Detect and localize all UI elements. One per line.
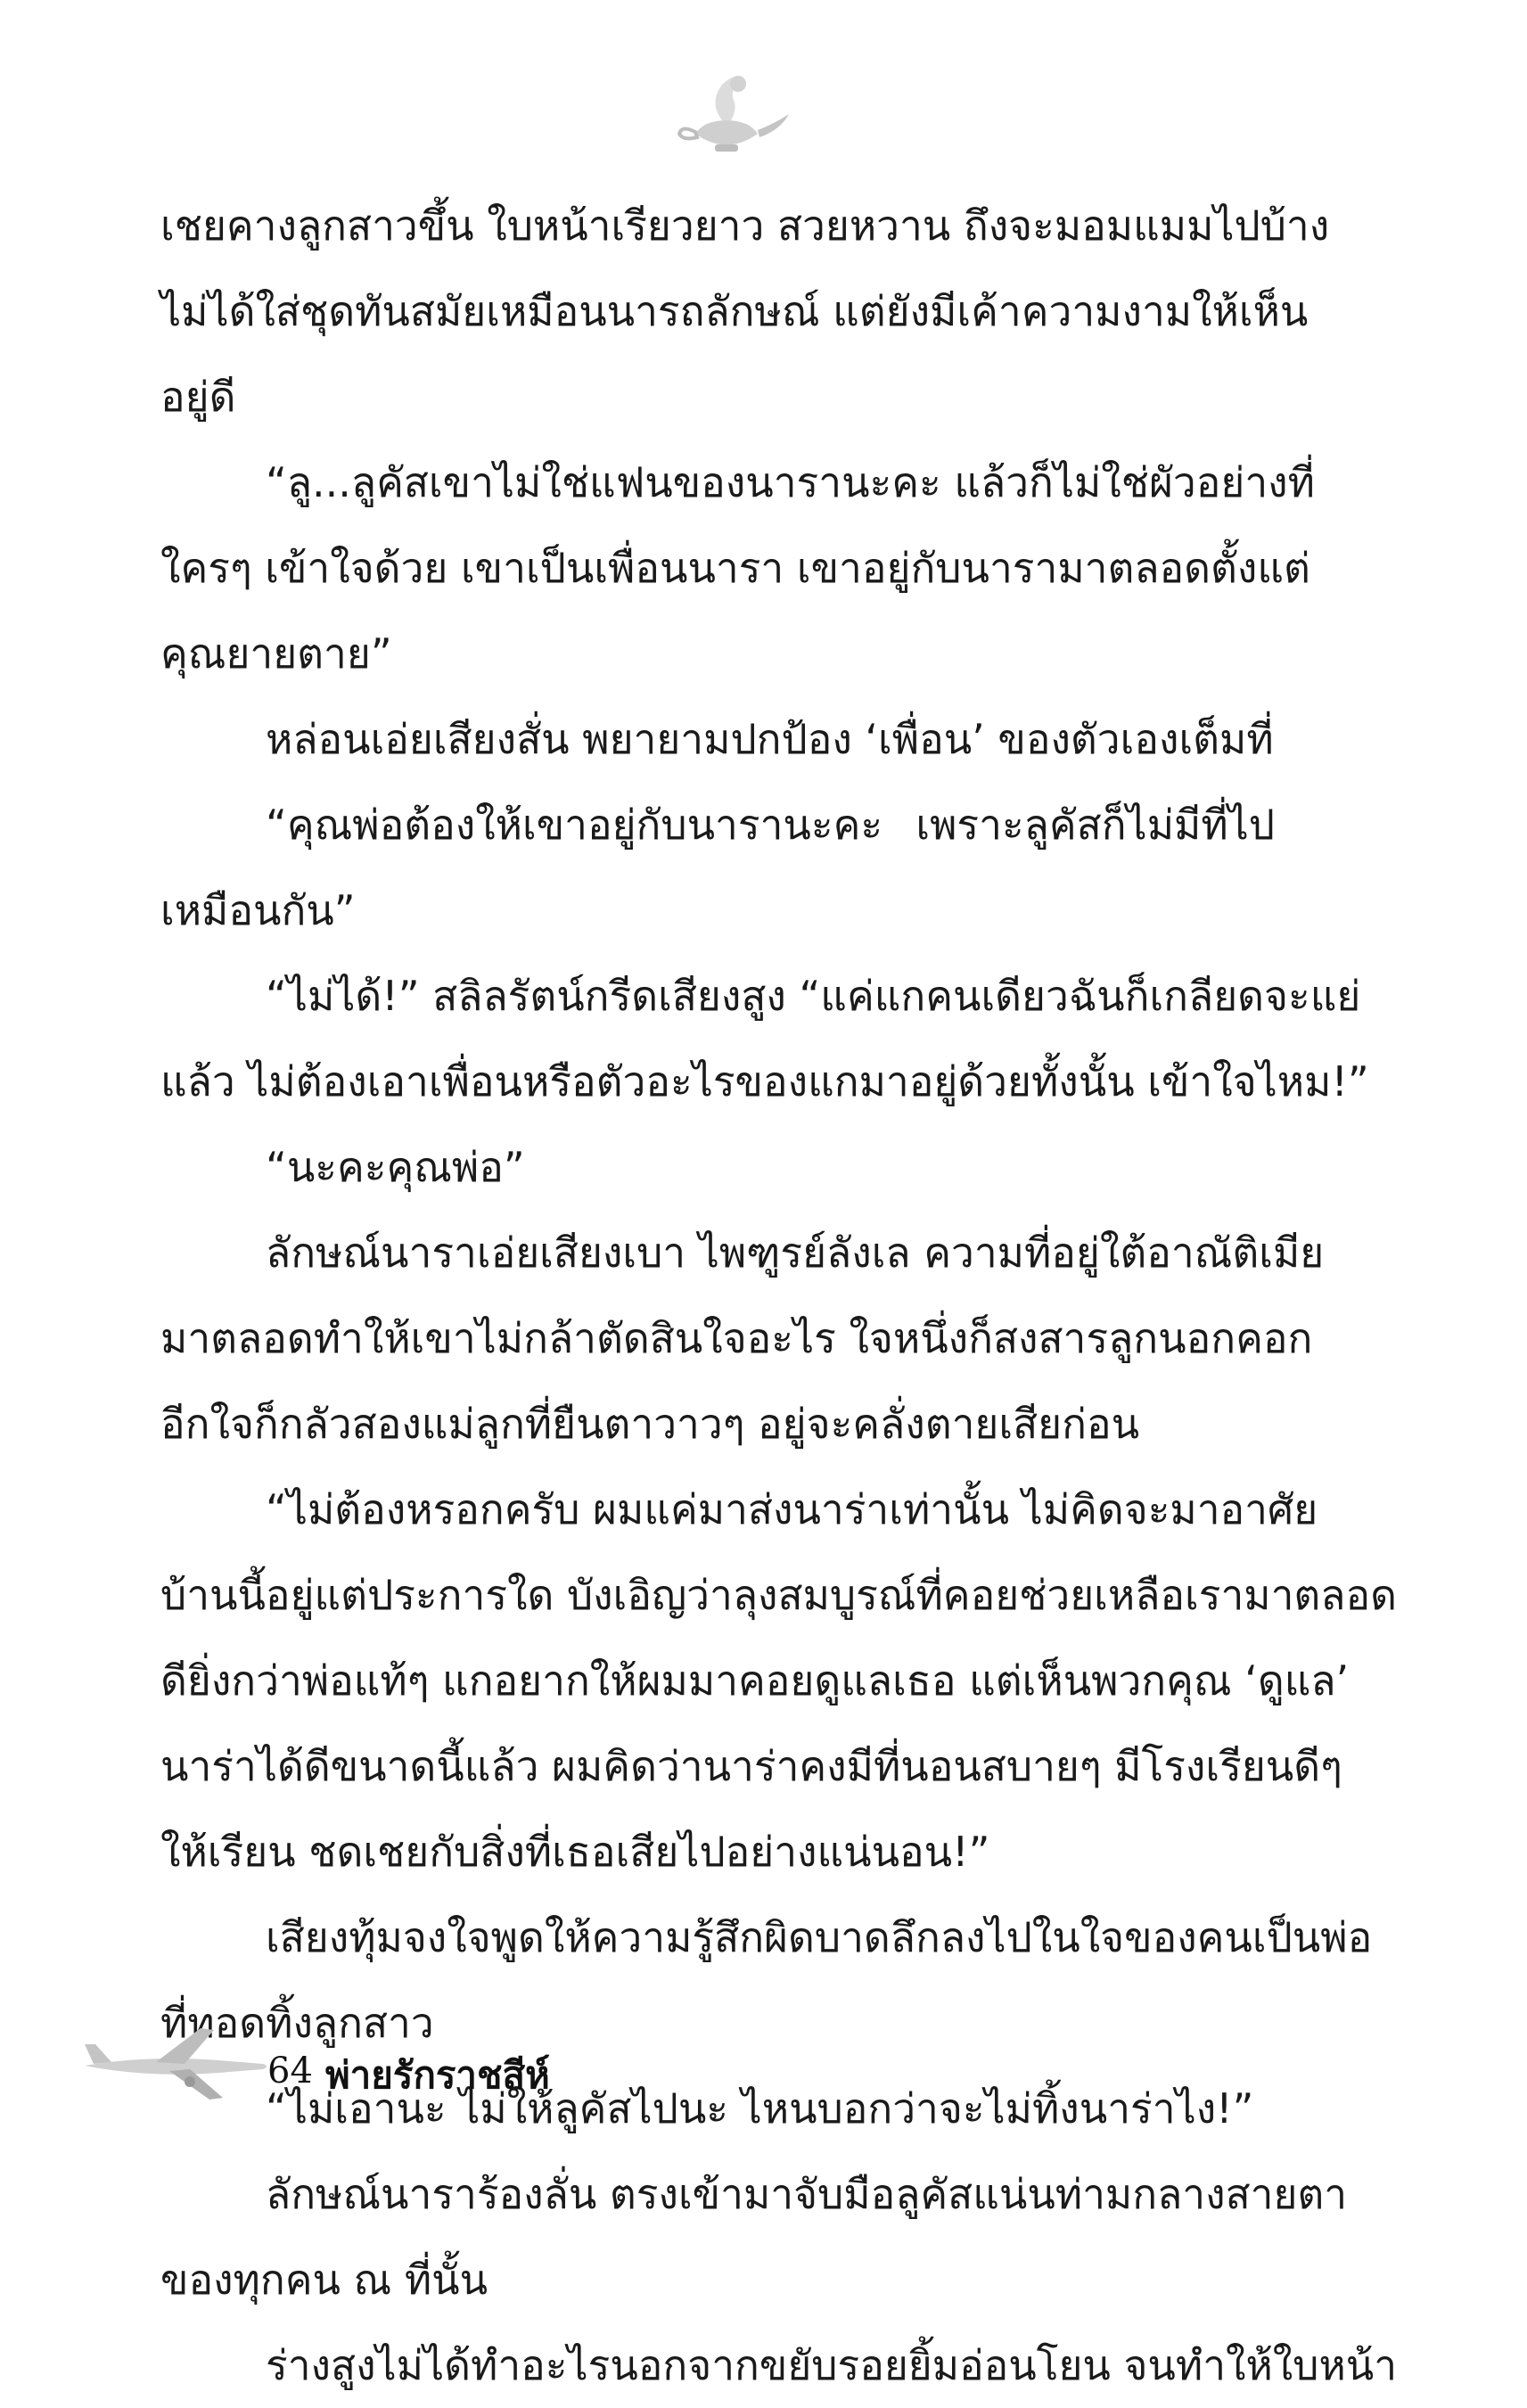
text-line: “นะคะคุณพ่อ” xyxy=(266,1143,525,1191)
text-line: อยู่ดี xyxy=(160,373,236,421)
text-line: ไม่ได้ใส่ชุดทันสมัยเหมือนนารถลักษณ์ แต่ยังมีเค้าความงามให้เห็น xyxy=(160,287,1309,335)
text-line: เชยคางลูกสาวขึ้น ใบหน้าเรียวยาว สวยหวาน ถึงจะมอมแมมไปบ้าง xyxy=(160,201,1330,250)
text-line: ใครๆ เข้าใจด้วย เขาเป็นเพื่อนนารา เขาอยู่กับนารามาตลอดตั้งแต่ xyxy=(160,544,1310,592)
lamp-genie-icon xyxy=(660,71,793,160)
book-title: พ่ายรักราชสีห์ xyxy=(325,2053,550,2097)
text-line: ลักษณ์นาราร้องลั่น ตรงเข้ามาจับมือลูคัสแน่นท่ามกลางสายตา xyxy=(266,2170,1348,2218)
text-line: อีกใจก็กลัวสองแม่ลูกที่ยืนตาวาวๆ อยู่จะคลั่งตายเสียก่อน xyxy=(160,1400,1140,1448)
text-line: หล่อนเอ่ยเสียงสั่น พยายามปกป้อง ‘เพื่อน’ ของตัวเองเต็มที่ xyxy=(266,715,1274,763)
text-line: มาตลอดทำให้เขาไม่กล้าตัดสินใจอะไร ใจหนึ่งก็สงสารลูกนอกคอก xyxy=(160,1314,1313,1362)
text-line: นาร่าได้ดีขนาดนี้แล้ว ผมคิดว่านาร่าคงมีที่นอนสบายๆ มีโรงเรียนดีๆ xyxy=(160,1742,1342,1790)
page-number: 64 xyxy=(267,2050,313,2092)
text-line: แล้ว ไม่ต้องเอาเพื่อนหรือตัวอะไรของแกมาอยู่ด้วยทั้งนั้น เข้าใจไหม!” xyxy=(160,1057,1369,1105)
text-line: ที่ทอดทิ้งลูกสาว xyxy=(160,1999,434,2047)
text-line: ดียิ่งกว่าพ่อแท้ๆ แกอยากให้ผมมาคอยดูแลเธอ แต่เห็นพวกคุณ ‘ดูแล’ xyxy=(160,1656,1350,1705)
text-line: “ไม่ได้!” สลิลรัตน์กรีดเสียงสูง “แค่แกคนเดียวฉันก็เกลียดจะแย่ xyxy=(266,972,1361,1020)
page-footer xyxy=(85,2010,709,2108)
text-line: ลักษณ์นาราเอ่ยเสียงเบา ไพฑูรย์ลังเล ความที่อยู่ใต้อาณัติเมีย xyxy=(266,1229,1325,1277)
text-line: “ไม่เอานะ ไม่ให้ลูคัสไปนะ ไหนบอกว่าจะไม่ทิ้งนาร่าไง!” xyxy=(266,2084,1254,2133)
text-line: บ้านนี้อยู่แต่ประการใด บังเอิญว่าลุงสมบูรณ์ที่คอยช่วยเหลือเรามาตลอด xyxy=(160,1571,1397,1619)
text-line: “คุณพ่อต้องให้เขาอยู่กับนารานะคะ เพราะลูคัสก็ไม่มีที่ไป xyxy=(266,801,1275,849)
text-line: เสียงทุ้มจงใจพูดให้ความรู้สึกผิดบาดลึกลงไปในใจของคนเป็นพ่อ xyxy=(266,1913,1373,1961)
airplane-icon xyxy=(85,2010,272,2108)
text-line: ของทุกคน ณ ที่นั้น xyxy=(160,2256,488,2304)
text-line: เหมือนกัน” xyxy=(160,886,356,934)
text-line: ร่างสูงไม่ได้ทำอะไรนอกจากขยับรอยยิ้มอ่อนโยน จนทำให้ใบหน้า xyxy=(266,2341,1398,2389)
text-line: “ลู...ลูคัสเขาไม่ใช่แฟนของนารานะคะ แล้วก็ไม่ใช่ผัวอย่างที่ xyxy=(266,458,1315,506)
text-line: คุณยายตาย” xyxy=(160,629,392,678)
text-line: “ไม่ต้องหรอกครับ ผมแค่มาส่งนาร่าเท่านั้น ไม่คิดจะมาอาศัย xyxy=(266,1485,1318,1533)
text-line: ให้เรียน ชดเชยกับสิ่งที่เธอเสียไปอย่างแน่นอน!” xyxy=(160,1828,990,1876)
